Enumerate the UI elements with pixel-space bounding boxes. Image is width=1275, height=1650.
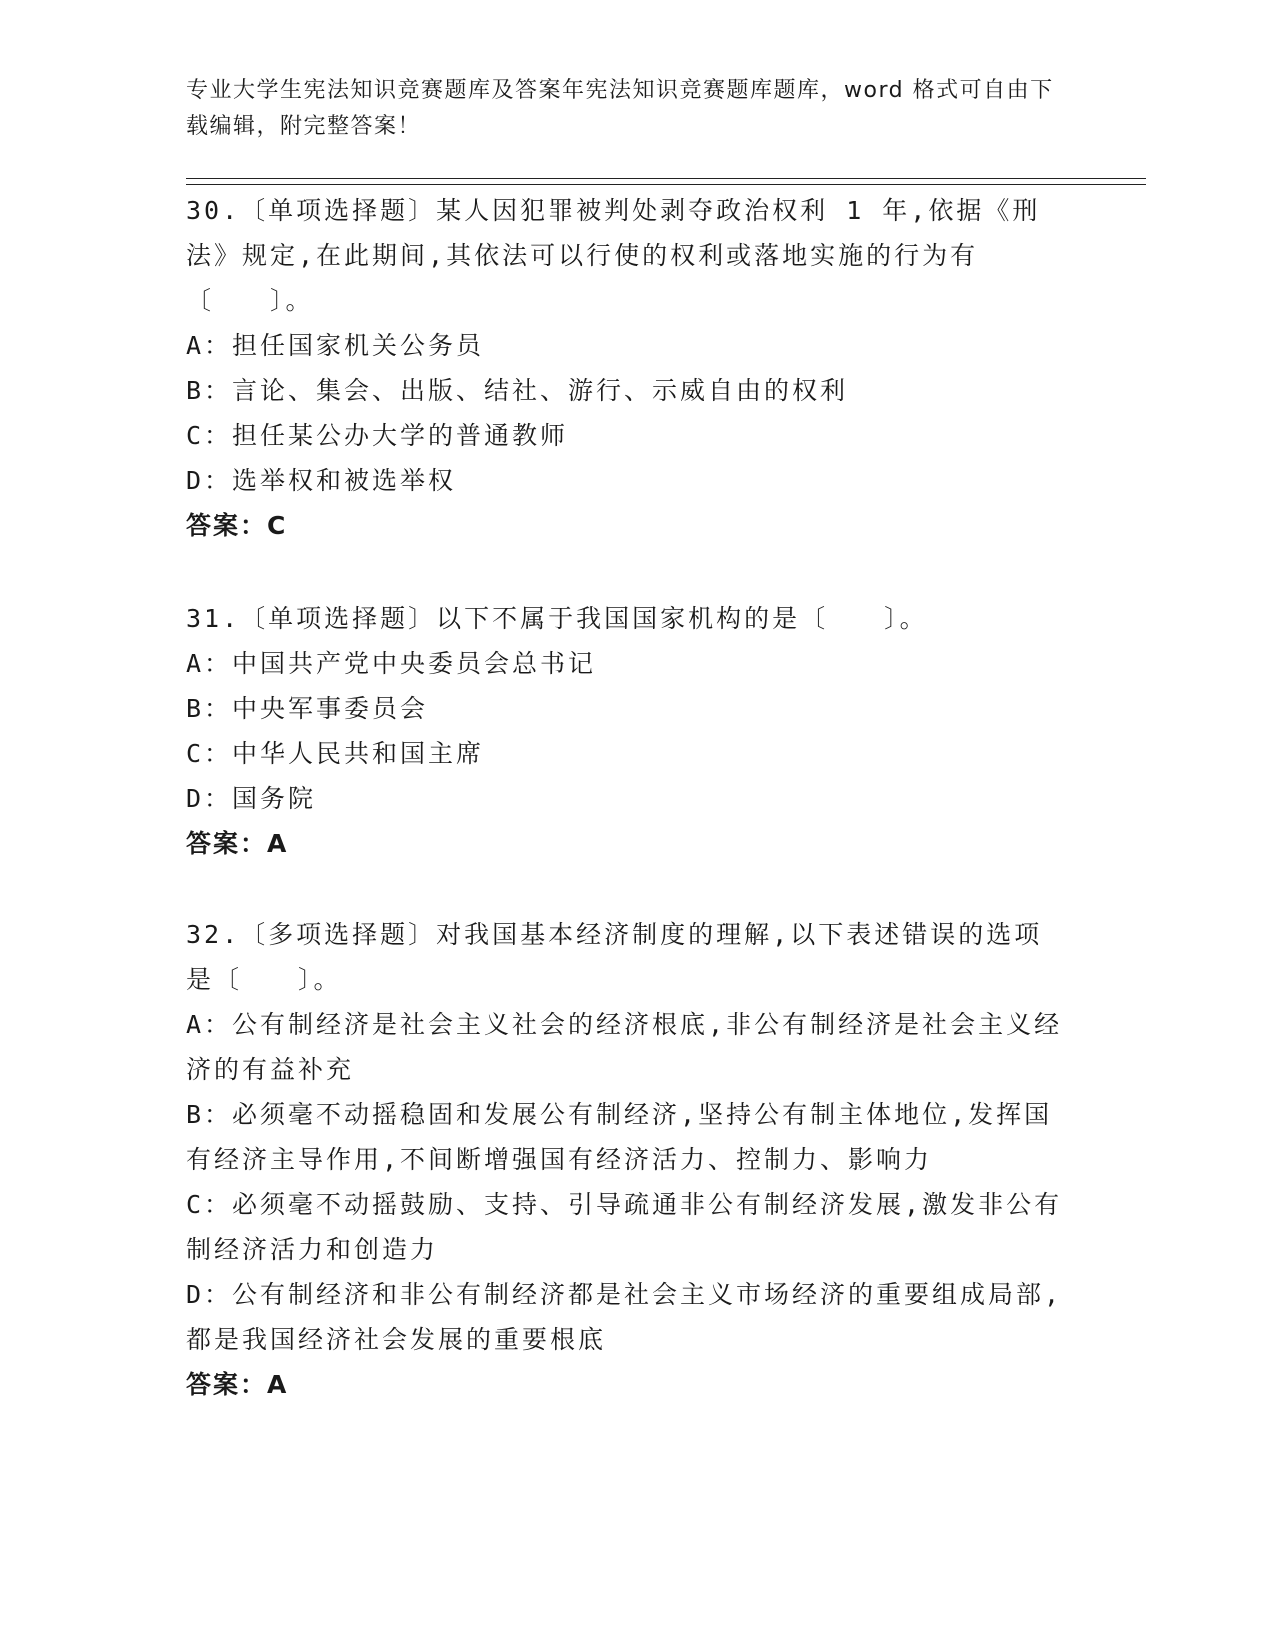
header-divider-top: [186, 178, 1146, 179]
option-b: B：言论、集会、出版、结社、游行、示威自由的权利: [186, 376, 849, 405]
answer: 答案：C: [186, 511, 288, 540]
option-d: D：国务院: [186, 784, 317, 813]
option-d: D：选举权和被选举权: [186, 466, 457, 495]
option-a: A：中国共产党中央委员会总书记: [186, 649, 597, 678]
option-c: C：中华人民共和国主席: [186, 739, 485, 768]
option-a: A：担任国家机关公务员: [186, 331, 485, 360]
option-a: A：公有制经济是社会主义社会的经济根底,非公有制经济是社会主义经济的有益补充: [186, 1010, 1063, 1084]
option-c: C：担任某公办大学的普通教师: [186, 421, 569, 450]
question-31: [186, 596, 1066, 891]
question-30: [186, 188, 1066, 573]
document-header: [186, 73, 1066, 145]
header-title: 专业大学生宪法知识竞赛题库及答案年宪法知识竞赛题库题库，word 格式可自由下载编辑，附完整答案！: [186, 78, 1054, 139]
option-d: D：公有制经济和非公有制经济都是社会主义市场经济的重要组成局部,都是我国经济社会发展的重要根底: [186, 1280, 1063, 1354]
option-b: B：中央军事委员会: [186, 694, 429, 723]
question-text: 30.〔单项选择题〕某人因犯罪被判处剥夺政治权利 1 年,依据《刑法》规定,在此期间,其依法可以行使的权利或落地实施的行为有〔 〕。: [186, 196, 1041, 315]
question-text: 32.〔多项选择题〕对我国基本经济制度的理解,以下表述错误的选项是〔 〕。: [186, 920, 1043, 994]
question-32: [186, 912, 1066, 1432]
header-divider-bottom: [186, 184, 1146, 185]
answer: 答案：A: [186, 829, 289, 858]
answer: 答案：A: [186, 1370, 289, 1399]
question-text: 31.〔单项选择题〕以下不属于我国国家机构的是〔 〕。: [186, 604, 928, 633]
option-b: B：必须毫不动摇稳固和发展公有制经济,坚持公有制主体地位,发挥国有经济主导作用,不间断增强国有经济活力、控制力、影响力: [186, 1100, 1053, 1174]
option-c: C：必须毫不动摇鼓励、支持、引导疏通非公有制经济发展,激发非公有制经济活力和创造力: [186, 1190, 1063, 1264]
